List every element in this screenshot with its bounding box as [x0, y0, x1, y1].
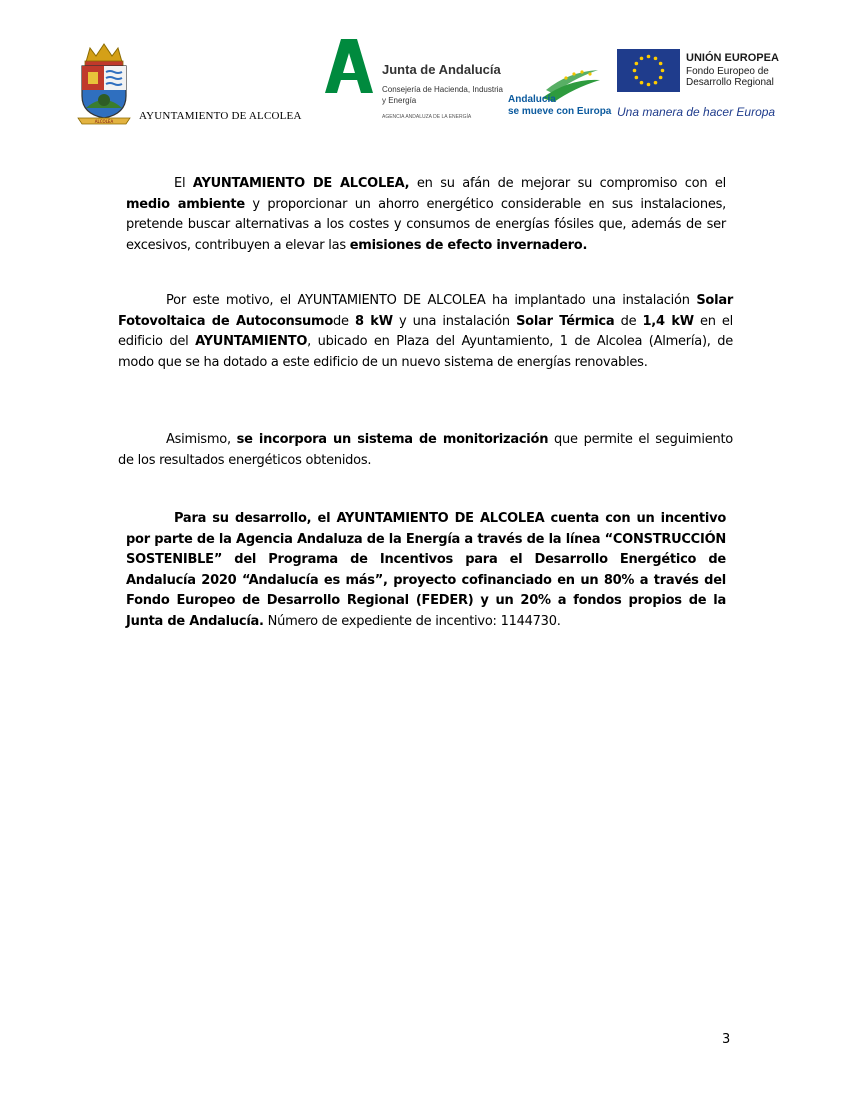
- p1-text: y proporcionar un ahorro energético considerable en sus instalaciones, pretende buscar alternativas a los costes y consumos de energías fósiles que, además de ser excesivos, contribuyen a elevar las: [126, 196, 726, 253]
- p1-bold-emisiones: emisiones de efecto invernadero.: [349, 237, 588, 253]
- eu-fund-line2: Desarrollo Regional: [686, 77, 774, 88]
- junta-andalucia-logo: [321, 33, 377, 95]
- p2-text: Por este motivo, el AYUNTAMIENTO DE ALCOLEA ha implantado una instalación: [166, 293, 697, 308]
- eu-fund-line1: Fondo Europeo de: [686, 66, 769, 77]
- p2-text: de: [333, 313, 355, 329]
- municipality-label: AYUNTAMIENTO DE ALCOLEA: [139, 110, 302, 122]
- eu-star-icon: [635, 62, 639, 66]
- eu-title: UNIÓN EUROPEA: [686, 52, 779, 64]
- p2-bold-8kw: 8 kW: [354, 313, 393, 329]
- paragraph-funding: [126, 509, 726, 632]
- eu-star-icon: [661, 69, 665, 73]
- eu-flag-logo: [617, 49, 680, 92]
- page-number: 3: [722, 1032, 731, 1047]
- p2-text: , ubicado en Plaza del Ayuntamiento, 1 de Alcolea (Almería), de modo que se ha dotado a este edificio de un nuevo sistema de energías renovables.: [118, 334, 733, 370]
- p3-bold-monitorizacion: se incorpora un sistema de monitorización: [236, 432, 549, 447]
- eu-star-icon: [635, 76, 639, 80]
- alcolea-crest-logo: [76, 42, 132, 126]
- p4-expediente: Número de expediente de incentivo: 1144730.: [263, 613, 561, 629]
- eu-star-icon: [640, 81, 644, 85]
- p3-text: Asimismo,: [166, 432, 237, 447]
- eu-star-icon: [654, 57, 658, 61]
- eu-motto: Una manera de hacer Europa: [617, 105, 776, 119]
- eu-fund: [686, 66, 774, 88]
- p1-bold-ayuntamiento: AYUNTAMIENTO DE ALCOLEA,: [192, 176, 410, 191]
- eu-star-icon: [654, 81, 658, 85]
- p2-bold-1-4kw: 1,4 kW: [642, 313, 694, 329]
- andalucia-slogan-line2: se mueve con Europa: [508, 106, 612, 117]
- junta-department: Consejería de Hacienda, Industria y Energía: [382, 85, 503, 105]
- eu-star-icon: [647, 83, 651, 87]
- crest-ribbon-text: ALCOLEA: [94, 119, 114, 124]
- p4-bold-funding: Para su desarrollo, el AYUNTAMIENTO DE ALCOLEA cuenta con un incentivo por parte de la Agencia Andaluza de la Energía a través de la línea “CONSTRUCCIÓN SOSTENIBLE” del Programa de Incentivos para el Desarrollo Energético de Andalucía 2020 “Andalucía es más”, proyecto cofinanciado en un 80% a través del Fondo Europeo de Desarrollo Regional (FEDER) y un 20% a fondos propios de la Junta de Andalucía.: [126, 511, 726, 629]
- p1-text: en su afán de mejorar su compromiso con el: [409, 176, 726, 191]
- p2-bold-termica: Solar Térmica: [516, 313, 615, 329]
- p1-text: El: [174, 176, 193, 191]
- andalucia-slogan-line1: Andalucía: [508, 94, 556, 105]
- p2-bold-ayuntamiento: AYUNTAMIENTO: [195, 334, 308, 349]
- eu-star-icon: [659, 62, 663, 66]
- junta-agency: AGENCIA ANDALUZA DE LA ENERGÍA: [382, 114, 472, 120]
- paragraph-intro: [126, 174, 726, 256]
- p3-text: que permite el seguimiento de los resultados energéticos obtenidos.: [118, 432, 733, 468]
- eu-star-icon: [640, 57, 644, 61]
- eu-star-icon: [633, 69, 637, 73]
- paragraph-installation: [118, 291, 733, 373]
- eu-star-icon: [647, 55, 651, 59]
- andalucia-slogan: [508, 94, 611, 118]
- p2-bold-fotovoltaica: Solar Fotovoltaica de Autoconsumo: [118, 293, 733, 329]
- junta-title: Junta de Andalucía: [382, 62, 501, 77]
- p1-bold-medio-ambiente: medio ambiente: [126, 196, 245, 212]
- p2-text: y una instalación: [392, 313, 517, 329]
- p2-text: de: [614, 313, 643, 329]
- eu-star-icon: [659, 76, 663, 80]
- p2-text: en el edificio del: [118, 313, 733, 349]
- paragraph-monitoring: [118, 430, 733, 471]
